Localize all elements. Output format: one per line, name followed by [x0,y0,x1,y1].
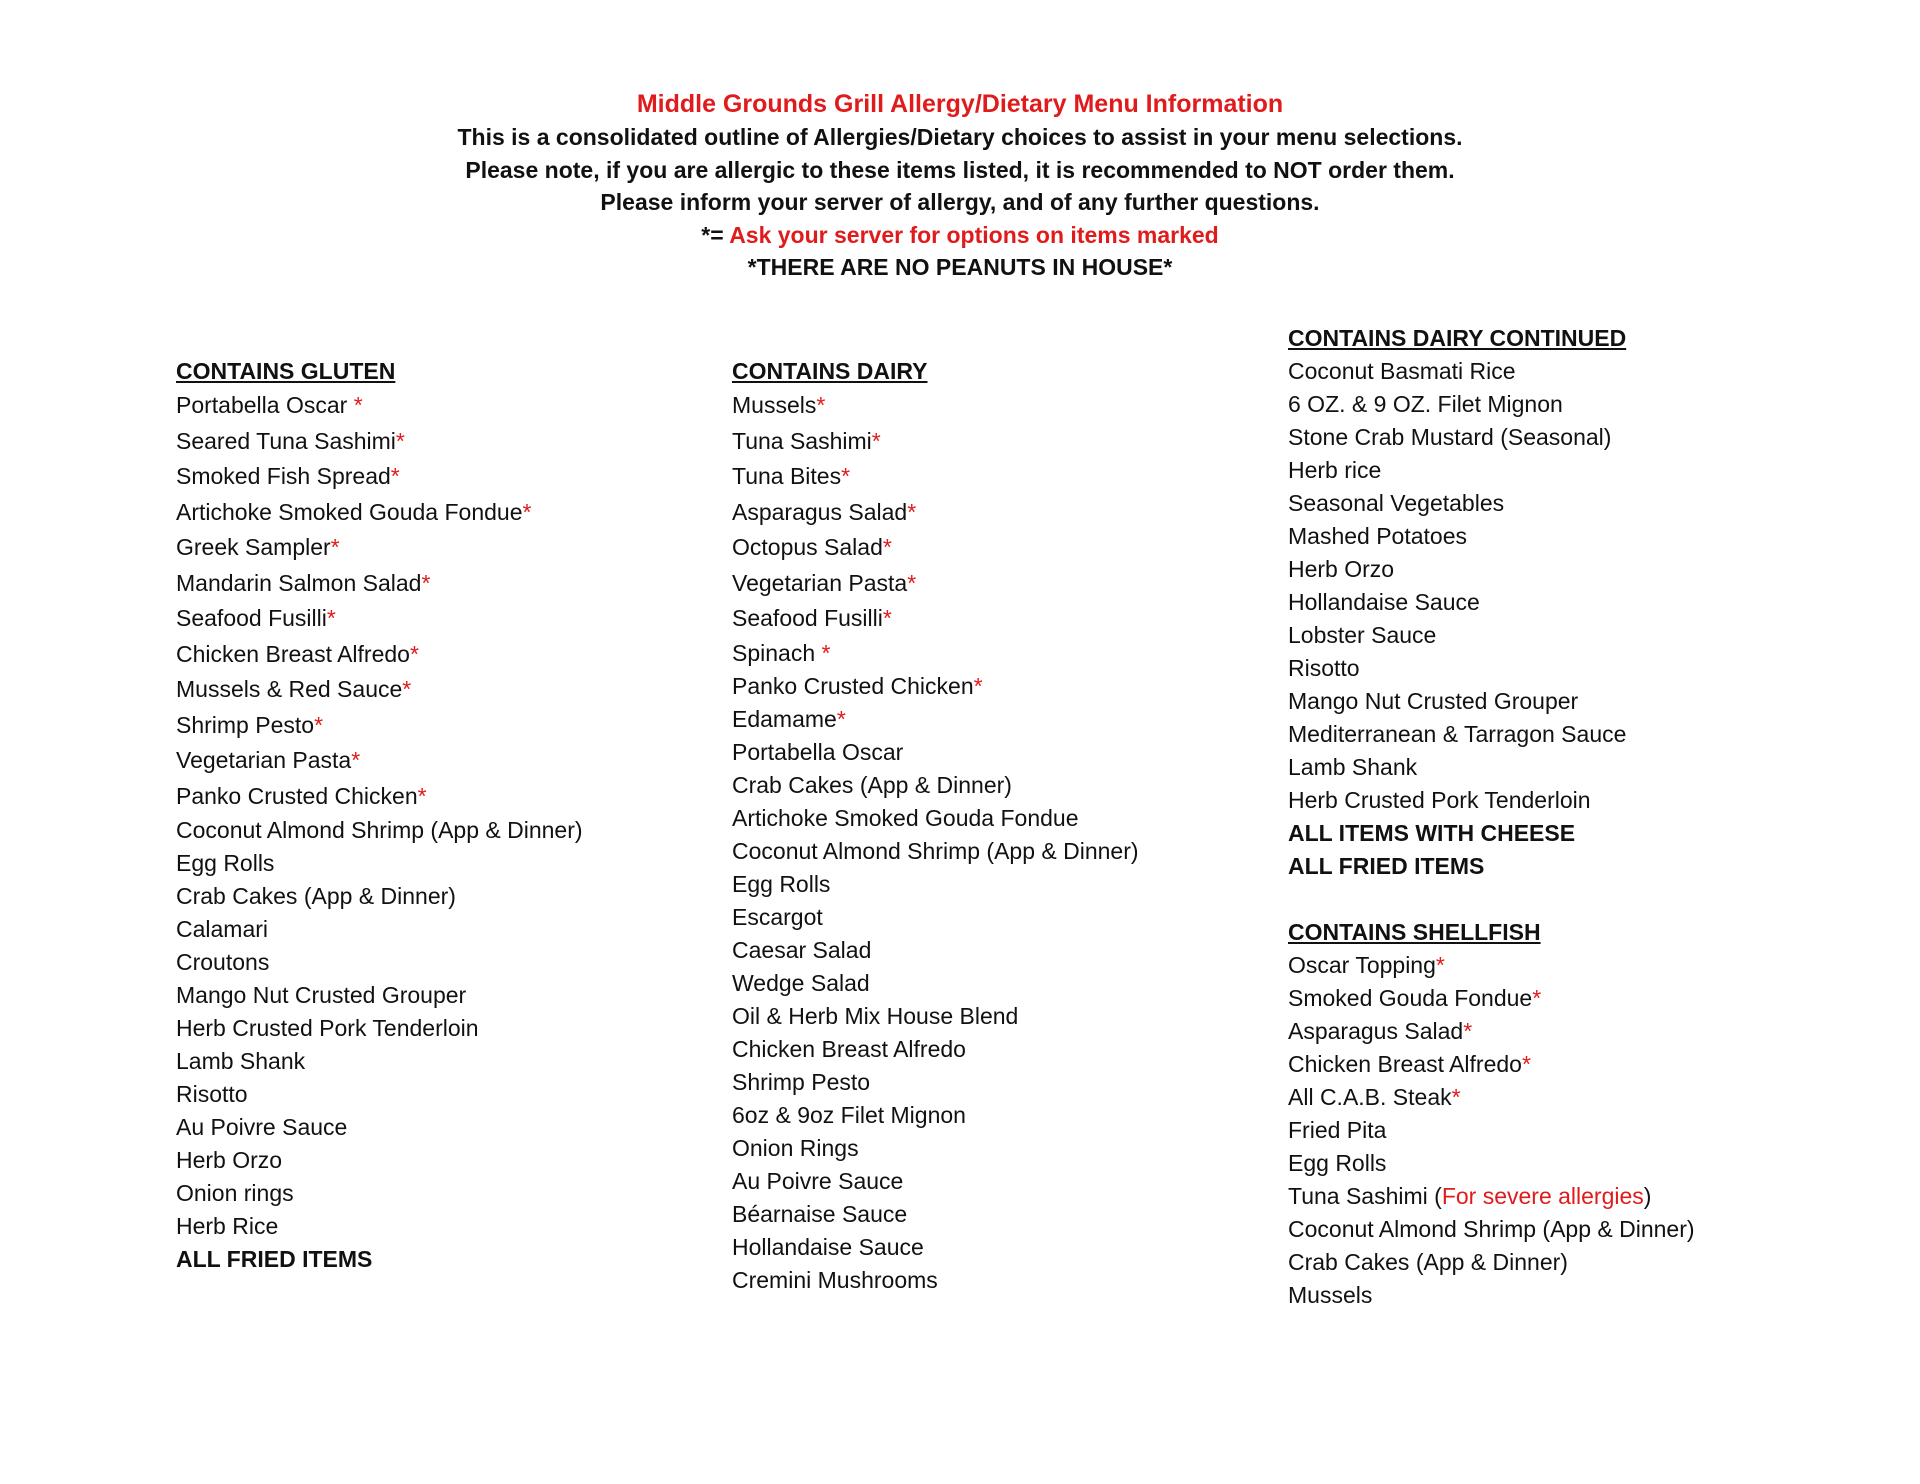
list-item: Crab Cakes (App & Dinner) [176,883,456,909]
list-item: Coconut Almond Shrimp (App & Dinner) [732,837,1139,864]
list-item: Cremini Mushrooms [732,1266,938,1293]
list-item: Mediterranean & Tarragon Sauce [1288,721,1627,747]
star-marker: * [907,498,917,525]
list-item: Risotto [1288,655,1360,681]
list-item: Egg Rolls [176,850,275,876]
list-item: Risotto [176,1081,248,1107]
list-item: Tuna Bites* [732,463,851,489]
list-item: Onion rings [176,1180,294,1206]
list-item: Asparagus Salad* [732,498,917,525]
list-item: Vegetarian Pasta* [176,747,361,773]
list-item: Seasonal Vegetables [1288,490,1505,516]
list-item: Seafood Fusilli* [176,605,336,631]
list-item: Smoked Gouda Fondue* [1288,985,1542,1011]
intro-line-2: Please note, if you are allergic to these items listed, it is recommended to NOT order them. [465,156,1455,183]
list-item: Calamari [176,916,269,942]
star-marker: * [1463,1018,1473,1044]
list-item: ALL FRIED ITEMS [176,1246,373,1272]
star-marker: * [326,605,336,631]
page-title: Middle Grounds Grill Allergy/Dietary Menu Information [636,90,1284,118]
list-item: Herb Crusted Pork Tenderloin [1288,787,1591,813]
list-item: Coconut Basmati Rice [1288,358,1516,384]
section-title-gluten: CONTAINS GLUTEN [176,358,396,384]
list-item: Artichoke Smoked Gouda Fondue* [176,498,532,525]
list-item: 6 OZ. & 9 OZ. Filet Mignon [1288,391,1563,417]
list-item: ALL ITEMS WITH CHEESE [1288,820,1576,846]
list-item: Coconut Almond Shrimp (App & Dinner) [1288,1216,1695,1242]
dairy-column [732,355,1139,1297]
list-item: Artichoke Smoked Gouda Fondue [732,804,1079,831]
star-marker: * [421,569,431,596]
star-marker: * [836,705,846,732]
star-marker: * [841,463,851,489]
section-spacer [1288,883,1695,916]
list-item: Fried Pita [1288,1117,1387,1143]
list-item: Mussels [1288,1282,1373,1308]
list-item: Mandarin Salmon Salad* [176,569,431,596]
list-item: Spinach * [732,639,831,666]
star-marker: * [882,534,892,560]
list-item: Shrimp Pesto [732,1068,871,1095]
star-marker: * [821,639,831,666]
star-marker: * [1451,1084,1461,1110]
star-marker: * [1435,952,1445,978]
star-marker: * [882,605,892,631]
star-marker: * [871,427,881,454]
list-item: All C.A.B. Steak* [1288,1084,1461,1110]
severe-allergy-note: For severe allergies [1441,1183,1644,1209]
list-item: Au Poivre Sauce [732,1167,904,1194]
section-title-dairy: CONTAINS DAIRY [732,358,928,384]
list-item: Stone Crab Mustard (Seasonal) [1288,424,1612,450]
list-item: Lamb Shank [176,1048,306,1074]
list-item: Smoked Fish Spread* [176,463,400,489]
list-item: Mussels & Red Sauce* [176,676,412,702]
star-marker: * [522,498,532,525]
list-item: ALL FRIED ITEMS [1288,853,1485,879]
star-marker: * [390,463,400,489]
list-item: Oil & Herb Mix House Blend [732,1002,1019,1029]
list-item: Chicken Breast Alfredo* [1288,1051,1531,1077]
list-item: Portabella Oscar * [176,392,363,418]
list-item: Egg Rolls [1288,1150,1387,1176]
intro-line-1: This is a consolidated outline of Allergies/Dietary choices to assist in your menu selections. [457,124,1463,150]
list-item: Escargot [732,903,823,930]
list-item: Portabella Oscar [732,738,904,765]
list-item: Panko Crusted Chicken* [732,672,983,699]
list-item: Coconut Almond Shrimp (App & Dinner) [176,817,583,843]
list-item: Au Poivre Sauce [176,1114,348,1140]
star-marker: * [351,747,361,773]
star-marker: * [314,711,324,738]
star-marker: * [417,782,427,809]
dairy-continued-shellfish-column [1288,322,1695,1312]
star-marker: * [1532,985,1542,1011]
list-item: Vegetarian Pasta* [732,569,917,596]
list-item: Hollandaise Sauce [1288,589,1480,615]
star-marker: * [816,392,826,418]
list-item: Lobster Sauce [1288,622,1437,648]
list-item: Shrimp Pesto* [176,711,324,738]
list-item: Herb Orzo [1288,556,1395,582]
list-item: Octopus Salad* [732,534,892,560]
list-item: Herb Orzo [176,1147,283,1173]
list-item: Oscar Topping* [1288,952,1445,978]
star-marker: * [973,672,983,699]
list-item: Herb rice [1288,457,1382,483]
list-item: Herb Rice [176,1213,279,1239]
star-marker: * [1521,1051,1531,1077]
list-item: Herb Crusted Pork Tenderloin [176,1015,479,1041]
list-item: Béarnaise Sauce [732,1200,908,1227]
list-item: Tuna Sashimi (For severe allergies) [1288,1183,1652,1209]
section-title-dairy-continued: CONTAINS DAIRY CONTINUED [1288,325,1627,351]
list-item: Mango Nut Crusted Grouper [176,982,467,1008]
list-item: Hollandaise Sauce [732,1233,924,1260]
star-marker: * [409,640,419,667]
list-item: Crab Cakes (App & Dinner) [1288,1249,1568,1275]
star-marker: * [402,676,412,702]
list-item: 6oz & 9oz Filet Mignon [732,1101,966,1128]
legend-text: Ask your server for options on items marked [729,221,1219,248]
list-item: Croutons [176,949,270,975]
list-item: Chicken Breast Alfredo [732,1035,966,1062]
star-marker: * [330,534,340,560]
list-item: Mussels* [732,392,826,418]
star-marker: * [353,392,363,418]
star-marker: * [395,427,405,454]
list-item: Egg Rolls [732,870,831,897]
list-item: Edamame* [732,705,846,732]
legend-symbol: *= [701,221,724,248]
list-item: Panko Crusted Chicken* [176,782,427,809]
menu-header [0,88,1920,284]
list-item: Mashed Potatoes [1288,523,1468,549]
list-item: Seared Tuna Sashimi* [176,427,405,454]
list-item: Onion Rings [732,1134,859,1161]
list-item: Asparagus Salad* [1288,1018,1473,1044]
legend-line [0,219,1920,252]
list-item: Seafood Fusilli* [732,605,892,631]
peanut-note: *THERE ARE NO PEANUTS IN HOUSE* [747,254,1173,280]
list-item: Tuna Sashimi* [732,427,881,454]
section-title-shellfish: CONTAINS SHELLFISH [1288,919,1541,945]
list-item: Caesar Salad [732,936,872,963]
star-marker: * [907,569,917,596]
intro-line-3: Please inform your server of allergy, and of any further questions. [600,189,1320,215]
list-item: Chicken Breast Alfredo* [176,640,419,667]
list-item: Mango Nut Crusted Grouper [1288,688,1579,714]
list-item: Lamb Shank [1288,754,1418,780]
list-item: Greek Sampler* [176,534,340,560]
list-item: Crab Cakes (App & Dinner) [732,771,1012,798]
gluten-column [176,355,583,1276]
list-item: Wedge Salad [732,969,870,996]
